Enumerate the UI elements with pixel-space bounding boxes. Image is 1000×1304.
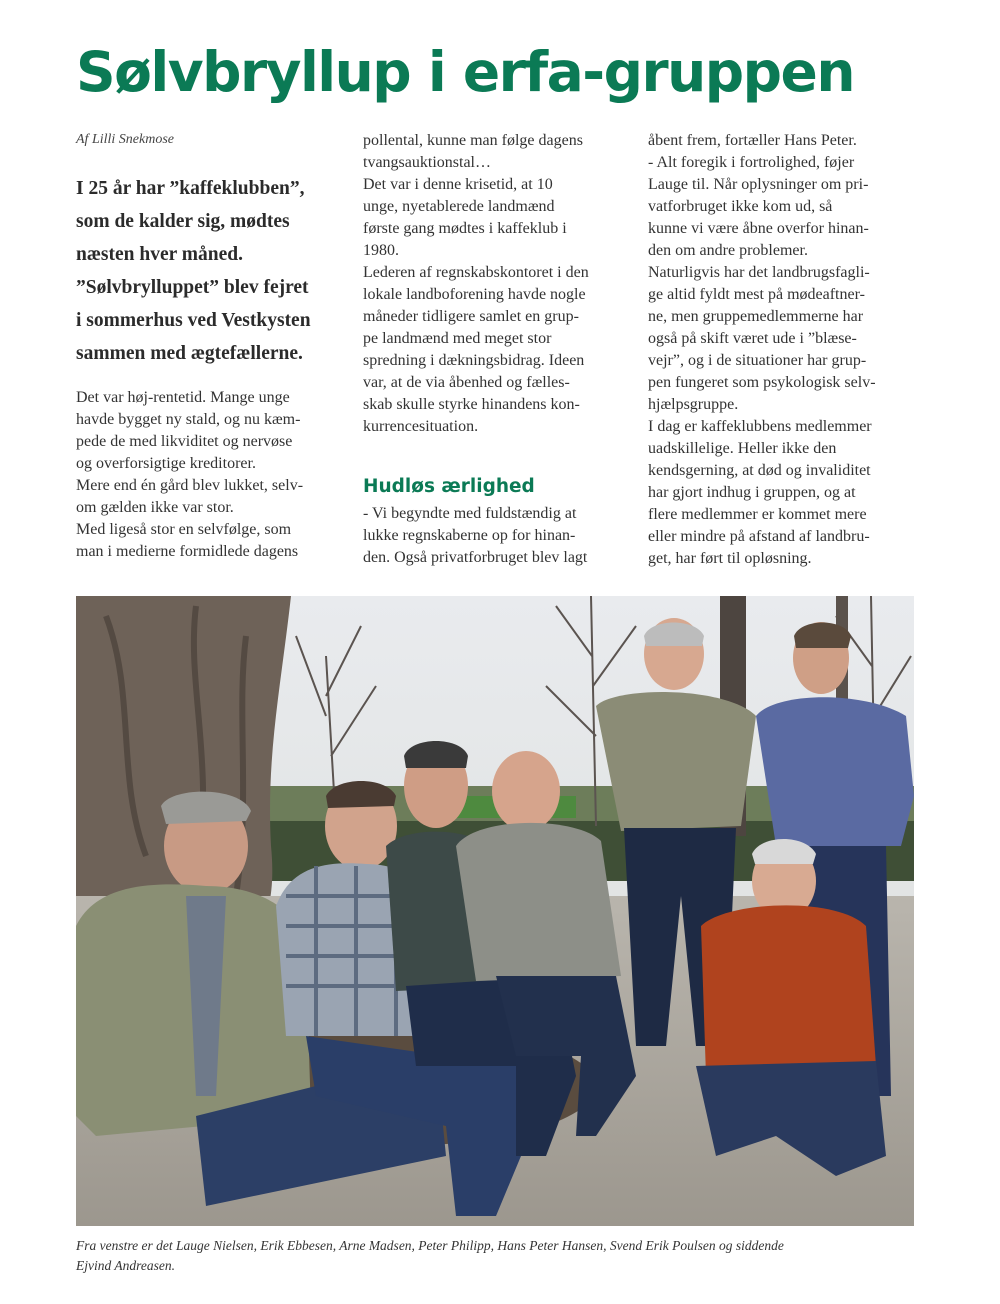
body-line: Mere end én gård blev lukket, selv- xyxy=(76,477,304,494)
body-line: 1980. xyxy=(363,242,399,259)
lead-line: i sommerhus ved Vestkysten xyxy=(76,310,311,331)
body-line: lokale landboforening havde nogle xyxy=(363,286,586,303)
body-line: første gang mødtes i kaffeklub i xyxy=(363,220,567,237)
lead-line: ”Sølvbrylluppet” blev fejret xyxy=(76,277,309,298)
body-line: man i medierne formidlede dagens xyxy=(76,543,299,560)
body-line: og overforsigtige kreditorer. xyxy=(76,455,256,472)
body-line: ne, men gruppemedlemmerne har xyxy=(648,308,864,325)
body-line: Det var høj-rentetid. Mange unge xyxy=(76,389,290,406)
lead-paragraph xyxy=(76,172,358,370)
body-line: var, at de via åbenhed og fælles- xyxy=(363,374,570,391)
body-line: lukke regnskaberne op for hinan- xyxy=(363,527,576,544)
body-line: Lederen af regnskabskontoret i den xyxy=(363,264,589,281)
body-line: Med ligeså stor en selvfølge, som xyxy=(76,521,292,538)
body-line: måneder tidligere samlet en grup- xyxy=(363,308,579,325)
body-line: har gjort indhug i gruppen, og at xyxy=(648,484,856,501)
caption-line: Fra venstre er det Lauge Nielsen, Erik Ebbesen, Arne Madsen, Peter Philipp, Hans Peter Hansen, Svend Erik Poulsen og siddende xyxy=(76,1238,784,1253)
body-column-2-continued xyxy=(363,503,631,569)
body-line: pollental, kunne man følge dagens xyxy=(363,132,583,149)
body-line: den. Også privatforbruget blev lagt xyxy=(363,549,588,566)
lead-line: som de kalder sig, mødtes xyxy=(76,211,290,232)
caption-line: Ejvind Andreasen. xyxy=(76,1258,175,1273)
body-line: pede de med likviditet og nervøse xyxy=(76,433,293,450)
body-column-1 xyxy=(76,387,346,563)
byline: Af Lilli Snekmose xyxy=(76,132,174,147)
body-line: ge altid fyldt mest på mødeaftner- xyxy=(648,286,865,303)
article-title: Sølvbryllup i erfa-gruppen xyxy=(76,40,854,104)
body-line: - Alt foregik i fortrolighed, føjer xyxy=(648,154,855,171)
lead-line: sammen med ægtefællerne. xyxy=(76,343,303,364)
body-line: om gælden ikke var stor. xyxy=(76,499,234,516)
body-line: uadskillelige. Heller ikke den xyxy=(648,440,837,457)
body-line: Lauge til. Når oplysninger om pri- xyxy=(648,176,869,193)
group-photo xyxy=(76,596,914,1226)
body-line: også på skift været ude i ”blæse- xyxy=(648,330,857,347)
body-line: Det var i denne krisetid, at 10 xyxy=(363,176,553,193)
body-line: - Vi begyndte med fuldstændig at xyxy=(363,505,577,522)
body-line: spredning i dækningsbidrag. Ideen xyxy=(363,352,585,369)
body-line: kurrencesituation. xyxy=(363,418,479,435)
body-line: den om andre problemer. xyxy=(648,242,808,259)
body-line: vejr”, og i de situationer har grup- xyxy=(648,352,867,369)
body-line: havde bygget ny stald, og nu kæm- xyxy=(76,411,301,428)
body-column-2 xyxy=(363,130,631,438)
body-line: Naturligvis har det landbrugsfagli- xyxy=(648,264,870,281)
body-line: I dag er kaffeklubbens medlemmer xyxy=(648,418,872,435)
body-line: pe landmænd med meget stor xyxy=(363,330,552,347)
body-line: åbent frem, fortæller Hans Peter. xyxy=(648,132,857,149)
group-photo-illustration xyxy=(76,596,914,1226)
body-line: kendsgerning, at død og invaliditet xyxy=(648,462,871,479)
body-column-3 xyxy=(648,130,918,570)
lead-line: I 25 år har ”kaffeklubben”, xyxy=(76,178,305,199)
body-line: get, har ført til opløsning. xyxy=(648,550,812,567)
body-line: unge, nyetablerede landmænd xyxy=(363,198,555,215)
body-line: skab skulle styrke hinandens kon- xyxy=(363,396,580,413)
lead-line: næsten hver måned. xyxy=(76,244,244,265)
body-line: flere medlemmer er kommet mere xyxy=(648,506,867,523)
body-line: eller mindre på afstand af landbru- xyxy=(648,528,870,545)
body-line: kunne vi være åbne overfor hinan- xyxy=(648,220,869,237)
body-line: hjælpsgruppe. xyxy=(648,396,739,413)
photo-caption xyxy=(76,1236,926,1276)
body-line: pen fungeret som psykologisk selv- xyxy=(648,374,876,391)
body-line: vatforbruget ikke kom ud, så xyxy=(648,198,833,215)
subheading: Hudløs ærlighed xyxy=(363,476,535,497)
body-line: tvangsauktionstal… xyxy=(363,154,491,171)
